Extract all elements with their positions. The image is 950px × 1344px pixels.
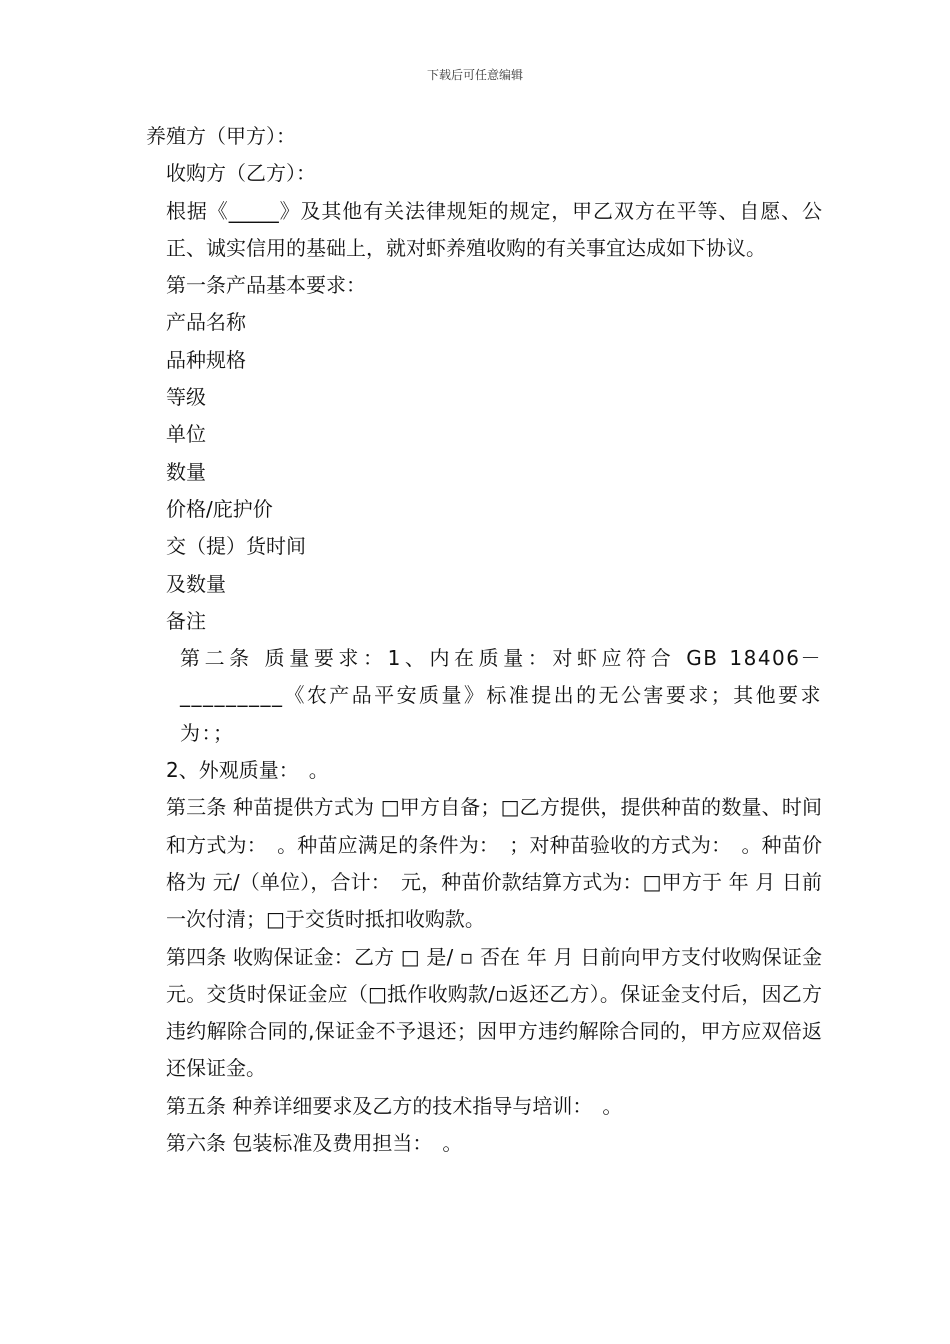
document-body bbox=[146, 118, 822, 1162]
item-product-name: 产品名称 bbox=[166, 310, 246, 335]
item-remarks: 备注 bbox=[166, 608, 206, 633]
page-header-note: 下载后可任意编辑 bbox=[426, 68, 523, 82]
item-grade: 等级 bbox=[166, 385, 206, 410]
item-price: 价格/庇护价 bbox=[166, 496, 273, 521]
article-5-guidance: 第五条 种养详细要求及乙方的技术指导与培训： 。 bbox=[166, 1093, 623, 1118]
article-4-deposit: 第四条 收购保证金：乙方 □ 是/ ▫ 否在 年 月 日前向甲方支付收购保证金 元。交货时保证金应（□抵作收购款/▫返还乙方）。保证金支付后，因乙方违约解除合同的,保证金不予退还；因甲方违约解除合同的，甲方应双倍返还保证金。 bbox=[166, 944, 822, 1081]
party-b-line: 收购方（乙方）： bbox=[166, 161, 316, 186]
preamble-paragraph: 根据《_____》及其他有关法律规矩的规定，甲乙双方在平等、自愿、公正、诚实信用的基础上，就对虾养殖收购的有关事宜达成如下协议。 bbox=[166, 198, 822, 260]
item-unit: 单位 bbox=[166, 422, 206, 447]
article-2-appearance: 2、外观质量： 。 bbox=[166, 758, 329, 783]
item-and-quantity: 及数量 bbox=[166, 571, 226, 596]
item-delivery-time: 交（提）货时间 bbox=[166, 534, 306, 559]
article-3-seedlings: 第三条 种苗提供方式为 □甲方自备；□乙方提供，提供种苗的数量、时间和方式为： 。种苗应满足的条件为： ；对种苗验收的方式为： 。种苗价格为 元/（单位），合计： 元，种苗价款结算方式为：□甲方于 年 月 日前一次付清；□于交货时抵扣收购款。 bbox=[166, 795, 822, 932]
item-quantity: 数量 bbox=[166, 459, 206, 484]
article-2-quality: 第二条 质量要求：1、内在质量：对虾应符合 GB 18406－_________《农产品平安质量》标准提出的无公害要求；其他要求为：； bbox=[180, 646, 822, 745]
party-a-line: 养殖方（甲方）： bbox=[146, 124, 296, 148]
article-6-packaging: 第六条 包装标准及费用担当： 。 bbox=[166, 1131, 463, 1156]
item-variety-spec: 品种规格 bbox=[166, 347, 246, 372]
article-1-heading: 第一条产品基本要求： bbox=[166, 273, 366, 298]
